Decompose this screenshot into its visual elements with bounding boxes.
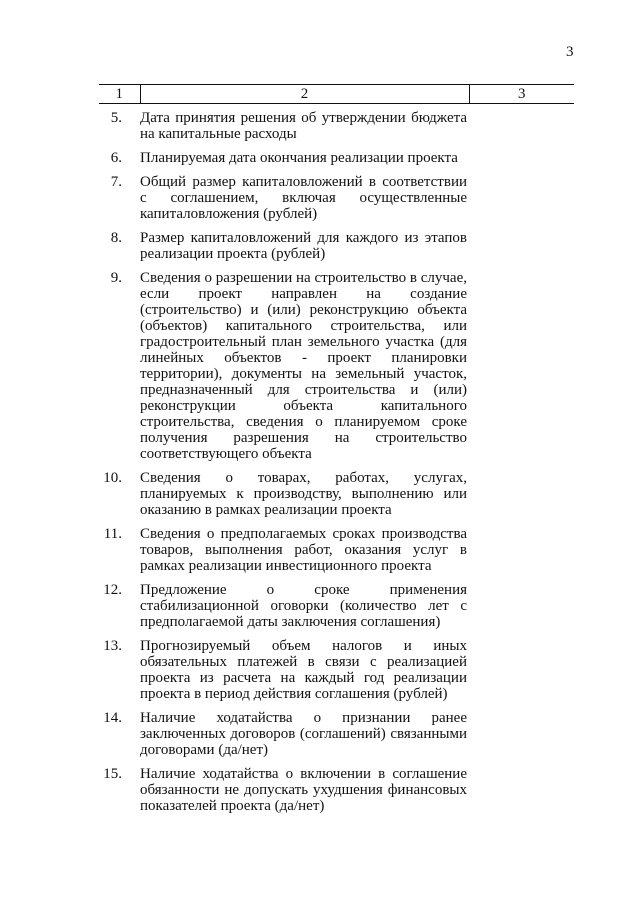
row-value	[469, 710, 574, 766]
table-row	[99, 766, 574, 822]
row-text-content: Наличие ходатайства о признании ранее заключенных договоров (соглашений) связанными договорами (да/нет)	[140, 710, 467, 758]
table-row	[99, 526, 574, 582]
row-number: 11.	[103, 526, 122, 542]
row-text-content: Размер капиталовложений для каждого из этапов реализации проекта (рублей)	[140, 230, 467, 262]
row-text-content: Сведения о разрешении на строительство в случае, если проект направлен на создание (строительство) и (или) реконструкцию объекта (объектов) капитального строительства, или градостроительный план земельного участка (для линейных объектов - проект планировки территории), документы на земельный участок, предназначенный для строительства и (или) реконструкции объекта капитального строительства, сведения о планируемом сроке получения разрешения на строительство соответствующего объекта	[140, 270, 467, 462]
row-number: 10.	[103, 470, 122, 486]
column-header-1: 1	[99, 85, 140, 104]
row-number: 14.	[103, 710, 122, 726]
row-text-content: Планируемая дата окончания реализации проекта	[140, 150, 458, 166]
row-text	[140, 470, 469, 526]
table-row	[99, 174, 574, 230]
row-value	[469, 582, 574, 638]
row-number: 13.	[103, 638, 122, 654]
table-row	[99, 150, 574, 174]
row-number: 5.	[110, 110, 122, 126]
row-text-content: Предложение о сроке применения стабилизационной оговорки (количество лет с предполагаемой даты заключения соглашения)	[140, 582, 467, 630]
table-row	[99, 710, 574, 766]
table-row	[99, 270, 574, 470]
table-row	[99, 470, 574, 526]
row-text	[140, 104, 469, 151]
row-text-content: Общий размер капиталовложений в соответствии с соглашением, включая осуществленные капиталовложения (рублей)	[140, 174, 467, 222]
row-value	[469, 104, 574, 151]
column-header-2: 2	[140, 85, 469, 104]
row-number: 6.	[110, 150, 122, 166]
row-number: 9.	[110, 270, 122, 286]
table-row	[99, 104, 574, 151]
row-text	[140, 174, 469, 230]
row-text	[140, 710, 469, 766]
row-value	[469, 470, 574, 526]
column-header-3: 3	[469, 85, 574, 104]
row-text-content: Прогнозируемый объем налогов и иных обязательных платежей в связи с реализацией проекта из расчета на каждый год реализации проекта в период действия соглашения (рублей)	[140, 638, 467, 702]
row-value	[469, 526, 574, 582]
row-text-content: Наличие ходатайства о включении в соглашение обязанности не допускать ухудшения финансовых показателей проекта (да/нет)	[140, 766, 467, 814]
row-value	[469, 150, 574, 174]
row-text	[140, 270, 469, 470]
row-text	[140, 766, 469, 822]
row-text	[140, 526, 469, 582]
row-number: 7.	[110, 174, 122, 190]
page-number: 3	[566, 44, 574, 60]
table-row	[99, 230, 574, 270]
row-text	[140, 150, 469, 174]
row-number: 8.	[110, 230, 122, 246]
row-text-content: Сведения о товарах, работах, услугах, планируемых к производству, выполнению или оказанию в рамках реализации проекта	[140, 470, 467, 518]
row-text	[140, 638, 469, 710]
requirements-table	[99, 84, 574, 822]
row-text-content: Сведения о предполагаемых сроках производства товаров, выполнения работ, оказания услуг в рамках реализации инвестиционного проекта	[140, 526, 467, 574]
row-value	[469, 174, 574, 230]
table-row	[99, 582, 574, 638]
row-number: 12.	[103, 582, 122, 598]
row-number: 15.	[103, 766, 122, 782]
row-value	[469, 766, 574, 822]
table-header	[99, 85, 574, 104]
row-text	[140, 582, 469, 638]
row-text	[140, 230, 469, 270]
row-text-content: Дата принятия решения об утверждении бюджета на капитальные расходы	[140, 110, 467, 142]
row-value	[469, 638, 574, 710]
row-value	[469, 230, 574, 270]
row-value	[469, 270, 574, 470]
table-row	[99, 638, 574, 710]
